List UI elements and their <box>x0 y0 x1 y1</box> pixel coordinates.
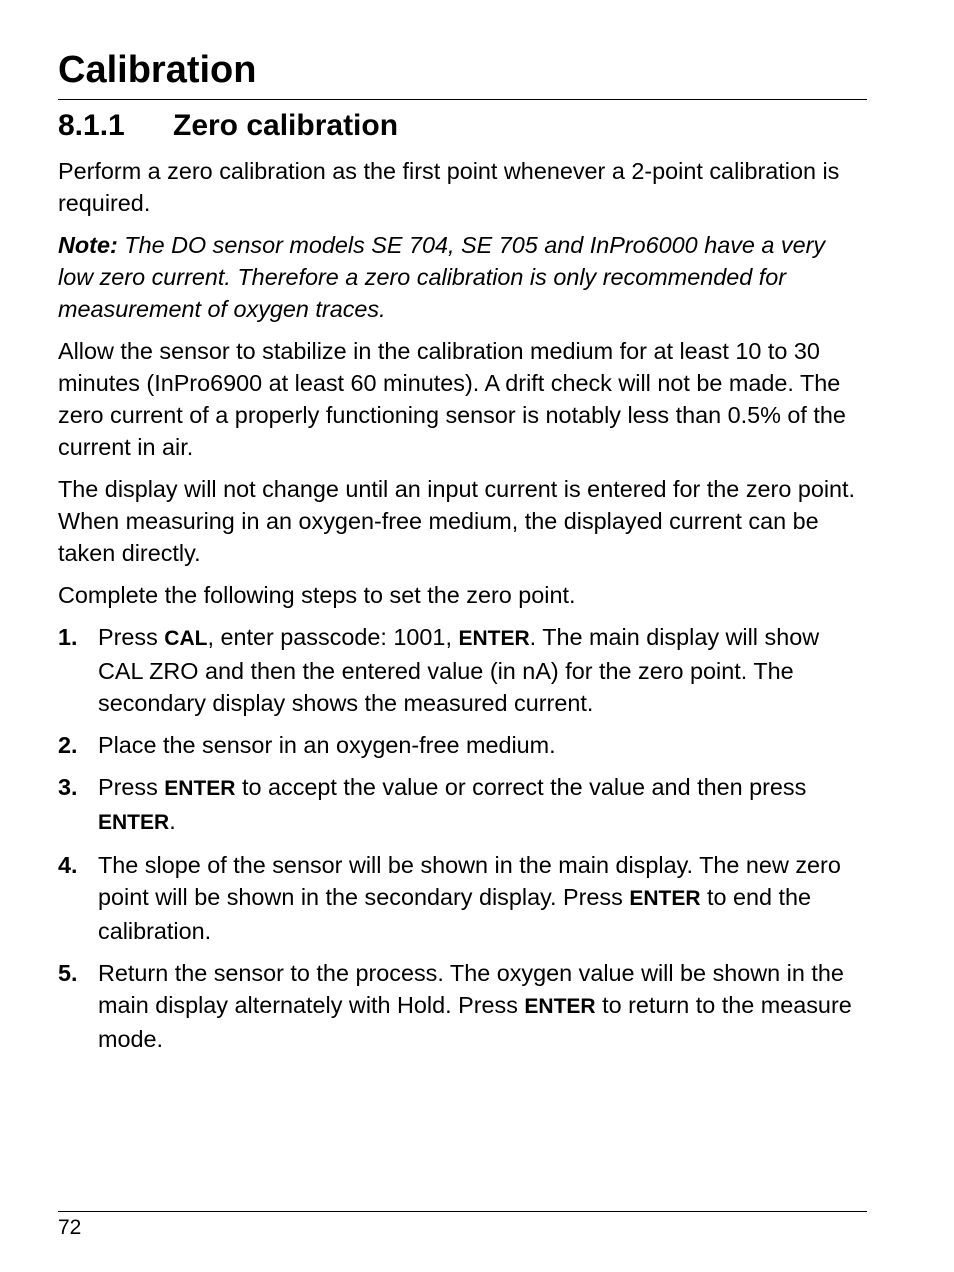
step-text-run: to accept the value or correct the value and then press <box>235 774 807 800</box>
step-text <box>98 624 819 716</box>
step-item <box>58 621 866 719</box>
body-paragraph: The display will not change until an input current is entered for the zero point. When measuring in an oxygen-free medium, the displayed current can be taken directly. <box>58 476 856 566</box>
step-text-run: , enter passcode: 1001, <box>207 624 459 650</box>
step-text <box>98 852 841 944</box>
step-text-run: to return to the measure mode. <box>98 992 852 1052</box>
key-label: ENTER <box>98 811 170 834</box>
step-item <box>58 957 866 1055</box>
note-paragraph <box>58 229 866 325</box>
body-paragraph: Complete the following steps to set the zero point. <box>58 582 576 608</box>
step-text <box>98 774 806 834</box>
step-text-run: . <box>169 808 176 834</box>
step-text-run: to end the calibration. <box>98 884 812 944</box>
step-text-run: . The main display will show CAL ZRO and then the entered value (in nA) for the zero point. The secondary display shows the measured current. <box>98 624 820 716</box>
footer-divider <box>58 1211 867 1212</box>
step-text <box>98 960 852 1052</box>
page-number: 72 <box>58 1216 82 1239</box>
section-number: 8.1.1 <box>58 109 125 142</box>
header-divider <box>58 99 867 100</box>
body-paragraph: Allow the sensor to stabilize in the calibration medium for at least 10 to 30 minutes (InPro6900 at least 60 minutes). A drift check will not be made. The zero current of a properly functioning sensor is notably less than 0.5% of the current in air. <box>58 338 846 460</box>
step-number: 2. <box>58 732 78 758</box>
section-heading <box>58 106 398 146</box>
step-text-run: Return the sensor to the process. The oxygen value will be shown in the main display alternately with Hold. Press <box>98 960 844 1018</box>
key-label: ENTER <box>458 627 530 650</box>
step-number: 3. <box>58 774 78 800</box>
step-item <box>58 771 866 839</box>
key-label: CAL <box>164 627 208 650</box>
step-text-run: The slope of the sensor will be shown in the main display. The new zero point will be shown in the secondary display. Press <box>98 852 841 910</box>
note-label: Note: <box>58 232 118 258</box>
key-label: ENTER <box>629 887 701 910</box>
key-label: ENTER <box>524 995 596 1018</box>
step-item <box>58 849 866 947</box>
step-text-run: Press <box>98 624 165 650</box>
section-title: Zero calibration <box>173 109 399 142</box>
step-item <box>58 729 866 761</box>
intro-paragraph: Perform a zero calibration as the first point whenever a 2-point calibration is required. <box>58 158 840 216</box>
key-label: ENTER <box>164 777 236 800</box>
page-body <box>58 155 866 1065</box>
step-number: 5. <box>58 960 78 986</box>
step-number: 1. <box>58 624 78 650</box>
chapter-title: Calibration <box>58 49 257 91</box>
steps-list <box>58 621 866 1055</box>
step-text-run: Press <box>98 774 165 800</box>
step-number: 4. <box>58 852 78 878</box>
note-text: The DO sensor models SE 704, SE 705 and InPro6000 have a very low zero current. Therefore a zero calibration is only recommended for measurement of oxygen traces. <box>58 232 826 322</box>
step-text: Place the sensor in an oxygen-free medium. <box>98 732 556 758</box>
